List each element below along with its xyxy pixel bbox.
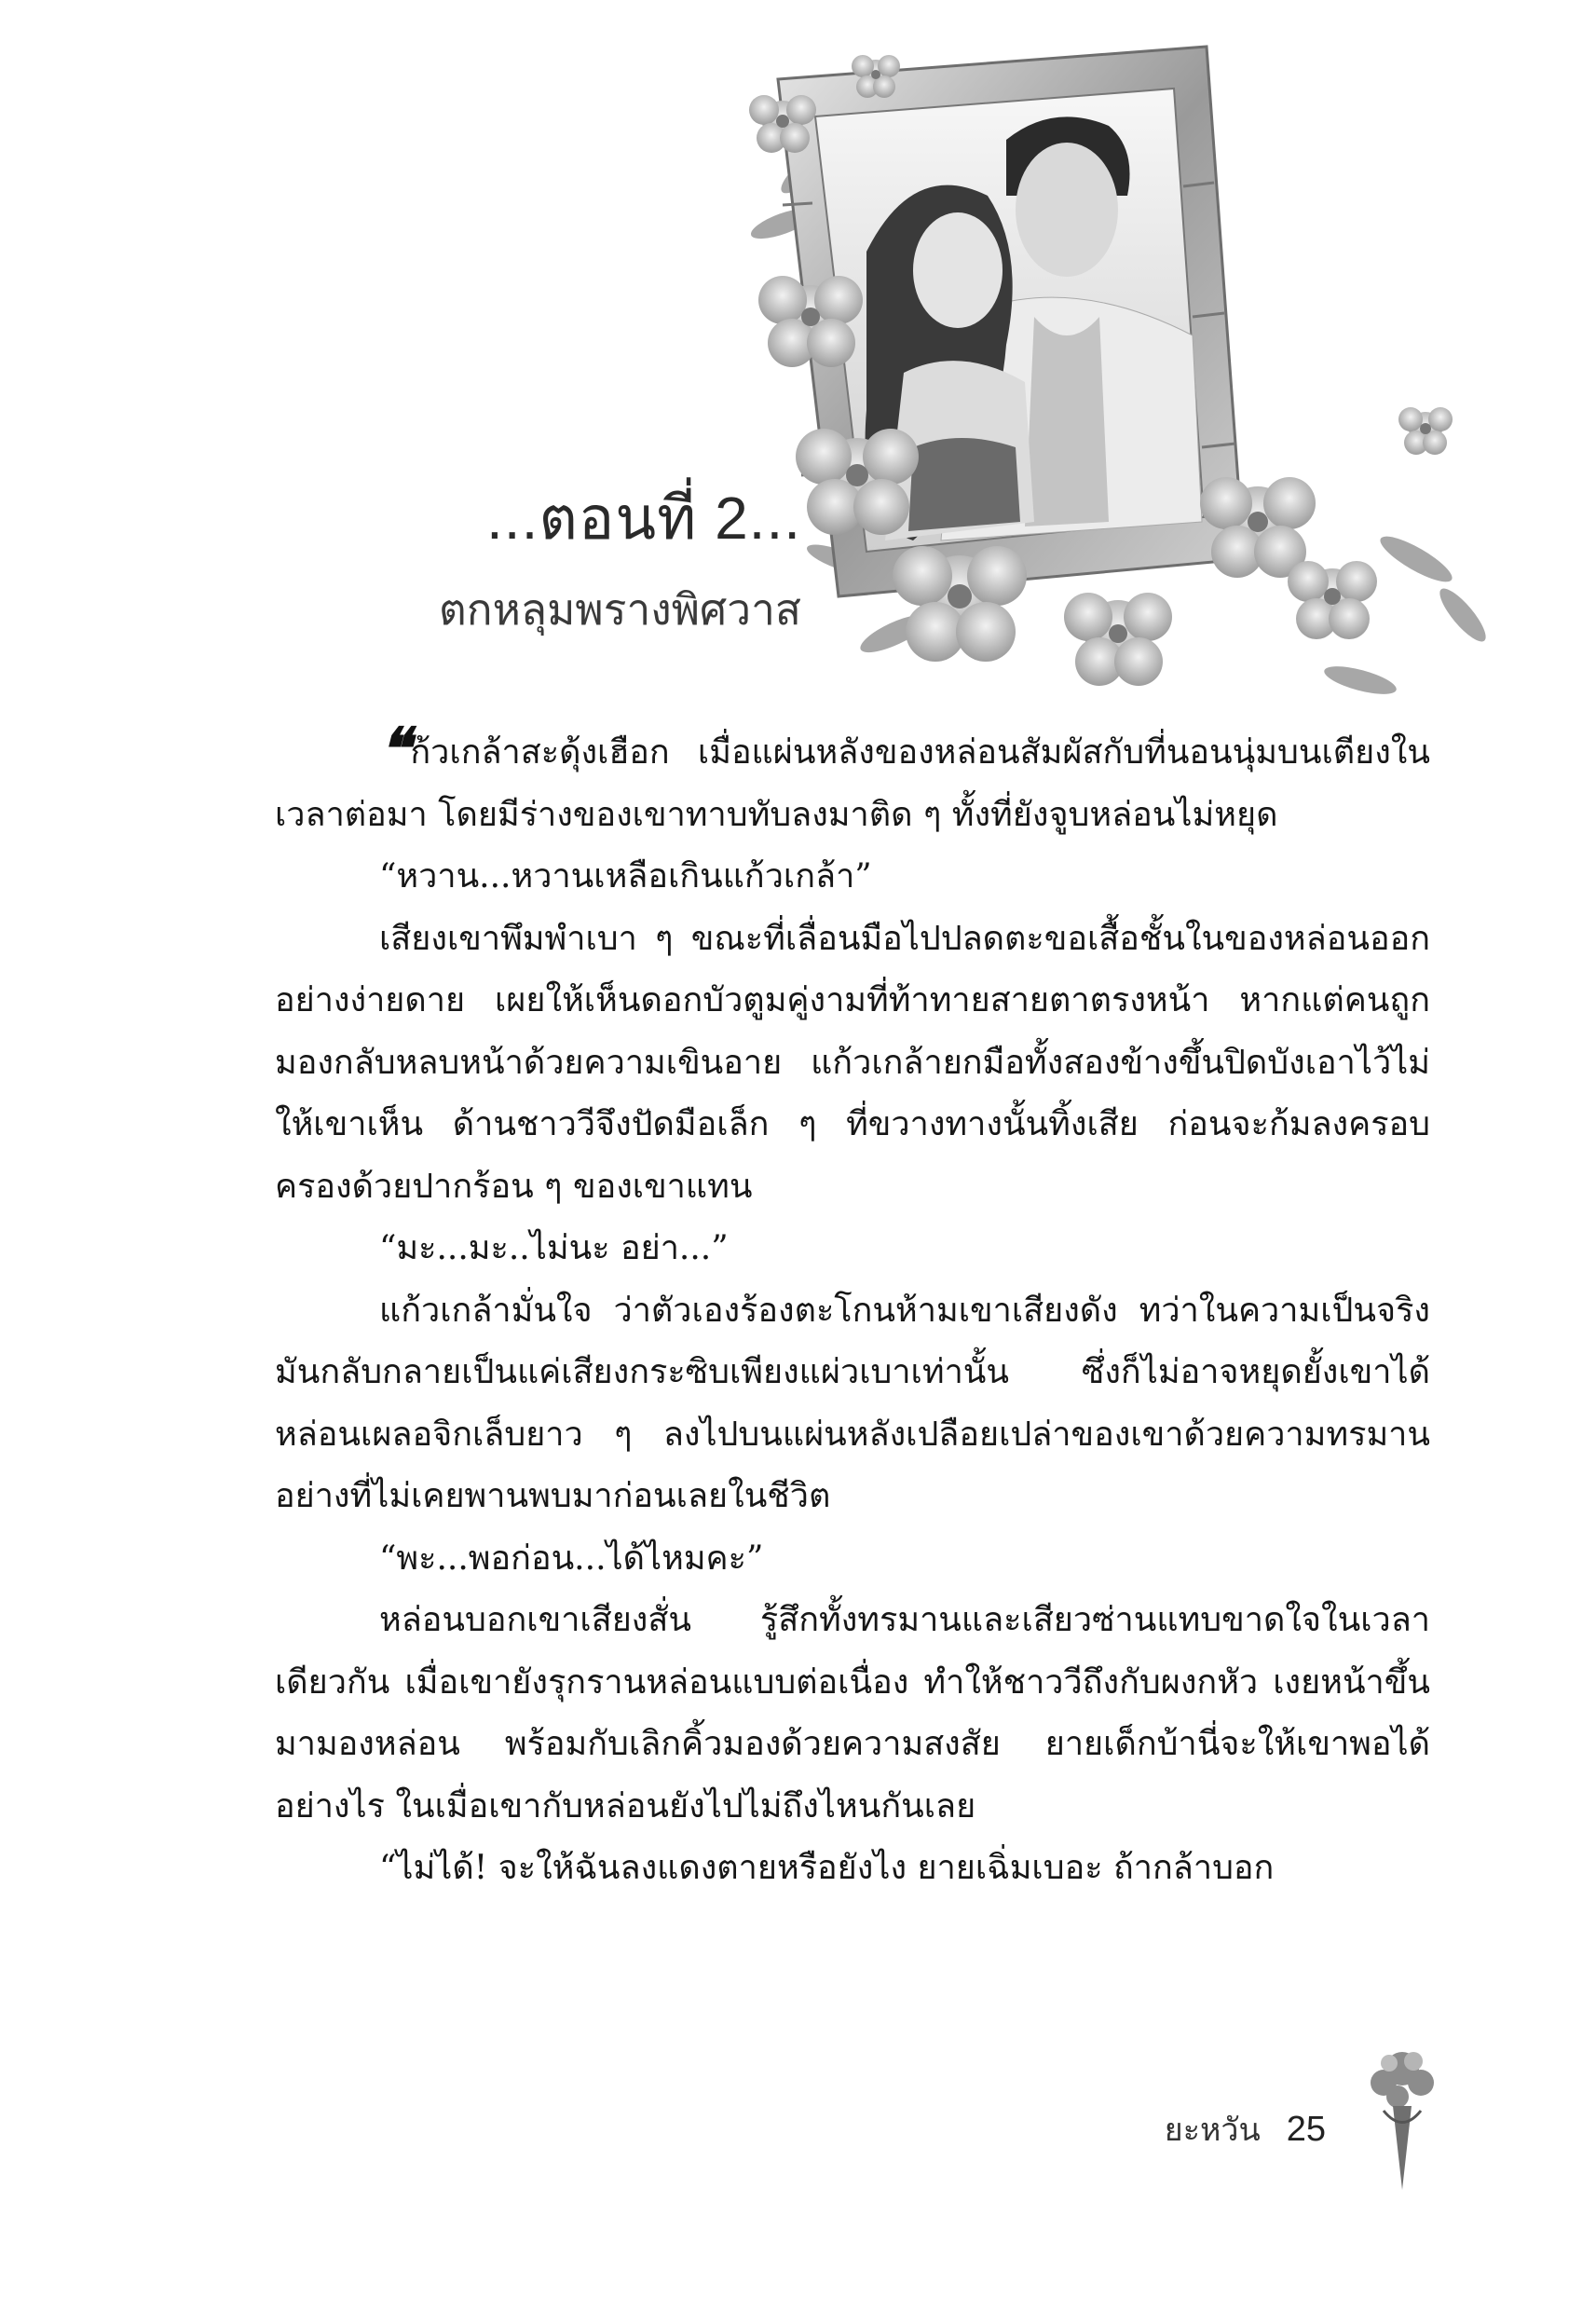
bouquet-ornament-icon — [1356, 2041, 1449, 2199]
chapter-header-illustration — [727, 37, 1491, 708]
page-footer — [1165, 2104, 1326, 2154]
paragraph-text: ก้วเกล้าสะดุ้งเฮือก เมื่อแผ่นหลังของหล่อนสัมผัสกับที่นอนนุ่มบนเตียงในเวลาต่อมา โดยมีร่างของเขาทาบทับลงมาติด ๆ ทั้งที่ยังจูบหล่อนไม่หยุด — [275, 733, 1430, 834]
story-body — [275, 715, 1430, 1900]
paragraph: “มะ...มะ..ไม่นะ อย่า...” — [379, 1229, 729, 1267]
chapter-subtitle: ตกหลุมพรางพิศวาส — [438, 585, 801, 634]
drop-quote-mark: ❝ — [379, 715, 407, 783]
paragraph — [275, 715, 1430, 846]
paragraph: หล่อนบอกเขาเสียงสั่น รู้สึกทั้งทรมานและเสียวซ่านแทบขาดใจในเวลาเดียวกัน เมื่อเขายังรุกรานหล่อนแบบต่อเนื่อง ทำให้ชาววีถึงกับผงกหัว เงยหน้าขึ้นมามองหล่อน พร้อมกับเลิกคิ้วมองด้วยความสงสัย ยายเด็กบ้านี่จะให้เขาพอได้อย่างไร ในเมื่อเขากับหล่อนยังไปไม่ถึงไหนกันเลย — [275, 1601, 1430, 1826]
page-number: 25 — [1286, 2109, 1326, 2149]
paragraph: “ไม่ได้! จะให้ฉันลงแดงตายหรือยังไง ยายเฉิ่มเบอะ ถ้ากล้าบอก — [379, 1849, 1275, 1887]
chapter-title: ...ตอนที่ 2... — [486, 485, 801, 552]
footer-author: ยะหวัน — [1164, 2113, 1261, 2148]
paragraph: “หวาน...หวานเหลือเกินแก้วเกล้า” — [379, 857, 872, 896]
paragraph: เสียงเขาพึมพำเบา ๆ ขณะที่เลื่อนมือไปปลดตะขอเสื้อชั้นในของหล่อนออกอย่างง่ายดาย เผยให้เห็นดอกบัวตูมคู่งามที่ท้าทายสายตาตรงหน้า หากแต่คนถูกมองกลับหลบหน้าด้วยความเขินอาย แก้วเกล้ายกมือทั้งสองข้างขึ้นปิดบังเอาไว้ไม่ให้เขาเห็น ด้านชาววีจึงปัดมือเล็ก ๆ ที่ขวางทางนั้นทิ้งเสีย ก่อนจะก้มลงครอบครองด้วยปากร้อน ๆ ของเขาแทน — [275, 919, 1430, 1206]
paragraph: แก้วเกล้ามั่นใจ ว่าตัวเองร้องตะโกนห้ามเขาเสียงดัง ทว่าในความเป็นจริง มันกลับกลายเป็นแค่เสียงกระซิบเพียงแผ่วเบาเท่านั้น ซึ่งก็ไม่อาจหยุดยั้งเขาได้ หล่อนเผลอจิกเล็บยาว ๆ ลงไปบนแผ่นหลังเปลือยเปล่าของเขาด้วยความทรมาน อย่างที่ไม่เคยพานพบมาก่อนเลยในชีวิต — [275, 1291, 1430, 1515]
paragraph: “พะ...พอก่อน...ได้ไหมคะ” — [379, 1538, 764, 1578]
